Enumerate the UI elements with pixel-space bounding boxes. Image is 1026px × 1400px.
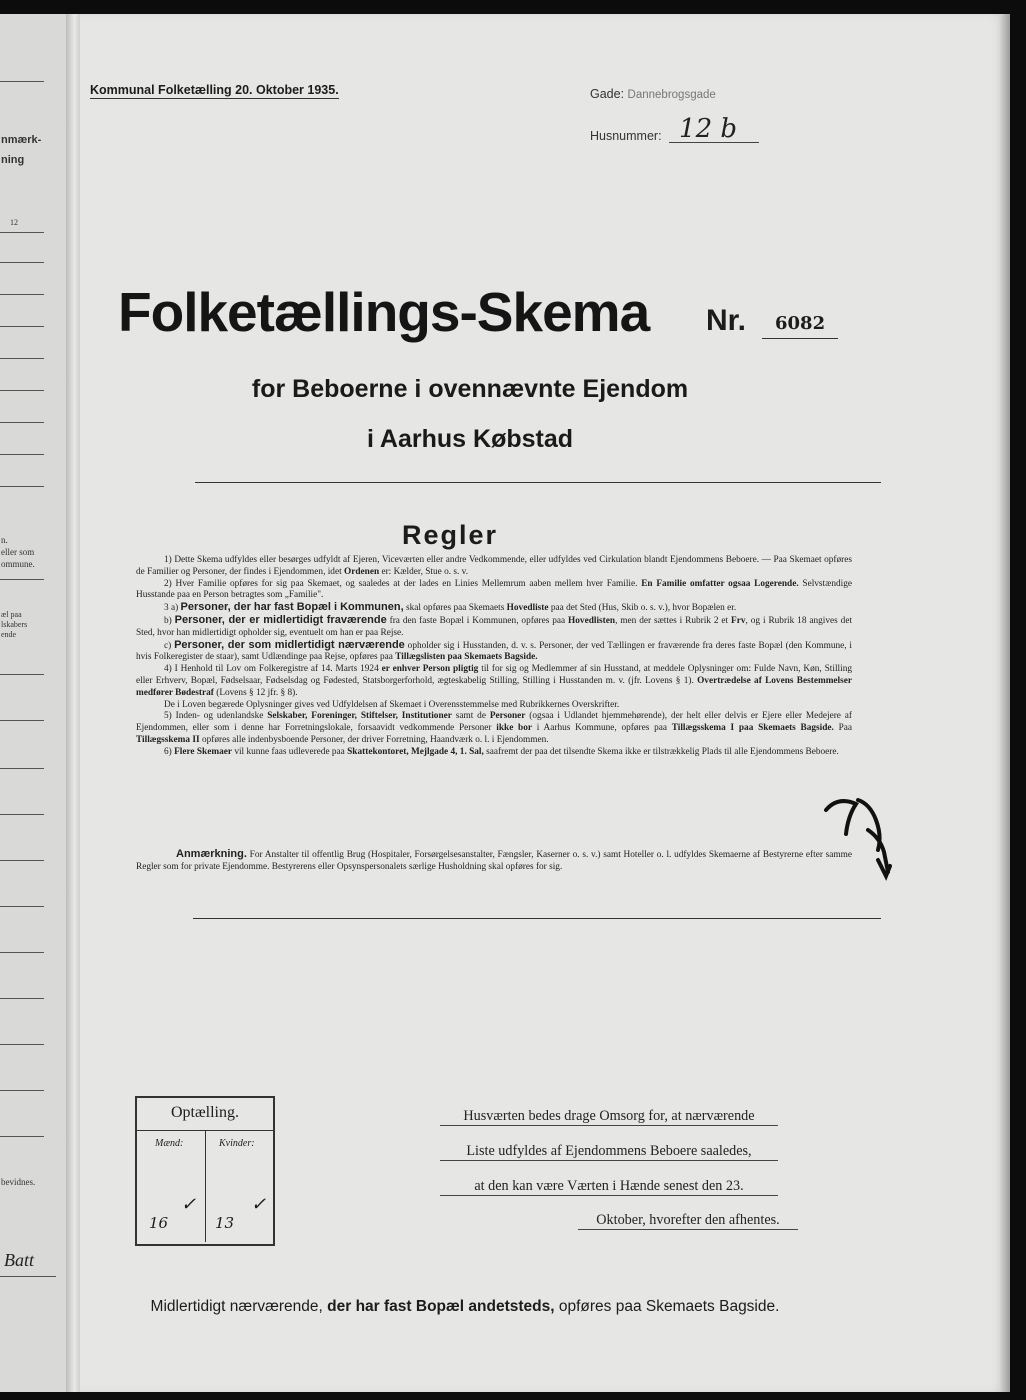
notice-line-2: Liste udfyldes af Ejendommens Beboere saaledes,: [440, 1143, 778, 1161]
book-spine: [66, 14, 80, 1392]
remark-text: For Anstalter til offentlig Brug (Hospitaler, Forsørgelsesanstalter, Fængsler, Kaserner o. s. v.) samt Hoteller o. l. udfyldes Skemaerne af Bestyrerne efter samme Regler som for private Ejendomme. Bestyrerens eller Opsynspersonalets særlige Husholdning skal opføres for sig.: [136, 850, 852, 872]
census-header-title: Kommunal Folketælling 20. Oktober 1935.: [90, 83, 339, 97]
men-label: Mænd:: [155, 1138, 184, 1149]
house-number-field: [590, 114, 759, 144]
footer-bold: der har fast Bopæl andetsteds,: [327, 1298, 555, 1315]
form-subtitle: for Beboerne i ovennævnte Ejendom: [251, 375, 689, 403]
ruled-line: [0, 952, 44, 953]
left-fragment: 12: [10, 218, 18, 227]
form-number-line: [762, 338, 838, 339]
ruled-line: [0, 768, 44, 769]
divider-top: [195, 482, 881, 483]
ruled-line: [0, 906, 44, 907]
ruled-line: [0, 454, 44, 455]
ruled-line: [0, 720, 44, 721]
ruled-line: [0, 860, 44, 861]
rule-5: 5) Inden- og udenlandske Selskaber, Foreninger, Stiftelser, Institutioner samt de Personer (ogsaa i Udlandet hjemmehørende), der helt eller delvis er Ejere eller Medejere af Ejendommen, eller som i denne har Forretningslokale, forsaavidt vedkommende Personer ikke bor i Aarhus Kommune, opføres paa Tillægsskema I paa Skemaets Bagside. Paa Tillægsskema II opføres alle indenbysboende Personer, der driver Forretning, Haandværk o. l. i Ejendommen.: [136, 711, 853, 745]
ruled-line: [0, 814, 44, 815]
notice-line-1: Husværten bedes drage Omsorg for, at nærværende: [440, 1108, 778, 1126]
left-fragment: nmærk-: [1, 134, 42, 146]
page-edge: [1000, 14, 1010, 1392]
divider-bottom: [193, 918, 881, 919]
form-number-label: Nr.: [706, 304, 747, 337]
ruled-line: [0, 1136, 44, 1137]
rule-4b: De i Loven begærede Oplysninger gives ved Udfyldelsen af Skemaet i Overensstemmelse med Rubrikkernes Overskrifter.: [164, 699, 620, 710]
left-fragment: n.: [1, 535, 8, 545]
left-fragment: æl paa: [1, 610, 22, 619]
form-number-value: 6082: [775, 313, 826, 334]
ruled-line: [0, 1276, 56, 1277]
ruled-line: [0, 326, 44, 327]
ruled-line: [0, 486, 44, 487]
ruled-line: [0, 358, 44, 359]
ruled-line: [0, 998, 44, 999]
house-number-line: [669, 114, 759, 144]
left-fragment: ommune.: [1, 559, 35, 569]
rule-3a: 3 a) Personer, der har fast Bopæl i Kommunen, skal opføres paa Skemaets Hovedliste paa det Sted (Hus, Skib o. s. v.), hvor Bopælen er.: [164, 601, 737, 614]
rule-6: 6) Flere Skemaer vil kunne faas udleverede paa Skattekontoret, Mejlgade 4, 1. Sal, saafremt der paa det tilsendte Skema ikke er tilstrækkelig Plads til alle Ejendommens Beboere.: [164, 746, 839, 757]
count-title: Optælling.: [170, 1104, 239, 1121]
ruled-line: [0, 81, 44, 82]
street-label: Gade:: [590, 87, 625, 101]
left-fragment: eller som: [1, 547, 35, 557]
left-fragment: bevidnes.: [1, 1177, 36, 1187]
ruled-line: [0, 674, 44, 675]
ruled-line: [0, 232, 44, 233]
left-fragment: ning: [1, 154, 25, 166]
left-handwriting: Batt: [4, 1250, 34, 1270]
remark-section: [136, 849, 852, 874]
rule-2: 2) Hver Familie opføres for sig paa Skemaet, og saaledes at der lades en Linies Mellemrum aaben mellem hver Familie. En Familie omfatter ogsaa Logerende. Selvstændige Husstande paa en Person betragtes som „Familie".: [136, 578, 852, 601]
women-count: 13: [215, 1214, 235, 1232]
form-subtitle-city: i Aarhus Købstad: [366, 425, 574, 453]
women-label: Kvinder:: [219, 1138, 255, 1149]
pen-scribble-mark: [818, 790, 908, 890]
remark-label: Anmærkning.: [176, 848, 247, 860]
women-checkmark: ✓: [251, 1194, 267, 1214]
footer-post: opføres paa Skemaets Bagside.: [558, 1298, 780, 1315]
notice-line-4: Oktober, hvorefter den afhentes.: [578, 1212, 798, 1230]
rule-4: 4) I Henhold til Lov om Folkeregistre af 14. Marts 1924 er enhver Person pligtig til for sig og Medlemmer af sin Husstand, at meddele Oplysninger om: Fulde Navn, Køn, Stilling eller Erhverv, Bopæl, Fødselsaar, Fødselsdag og Fødested, Statsborgerforhold, ægteskabelig Stilling, Stilling i Husstanden m. v. (jfr. Lovens § 1). Overtrædelse af Lovens Bestemmelser medfører Bødestraf (Lovens § 12 jfr. § 8).: [136, 664, 853, 698]
rule-3c: c) Personer, der som midlertidigt nærværende opholder sig i Husstanden, d. v. s. Personer, der ved Tællingen er fraværende fra deres faste Bopæl (den Kommune, i hvis Folkeregister de staar), samt Udlændinge paa Rejse, opføres paa Tillægslisten paa Skemaets Bagside.: [136, 638, 853, 663]
house-number-label: Husnummer:: [590, 129, 662, 143]
footer-note: [115, 1298, 815, 1316]
count-box: [135, 1096, 275, 1246]
ruled-line: [0, 1044, 44, 1045]
left-fragment: lskabers: [1, 620, 28, 629]
men-count: 16: [149, 1214, 169, 1232]
footer-pre: Midlertidigt nærværende,: [150, 1298, 323, 1315]
left-fragment: ende: [1, 630, 17, 639]
rules-heading: Regler: [402, 520, 499, 550]
form-title: Folketællings-Skema: [118, 281, 650, 343]
street-value: Dannebrogsgade: [627, 89, 716, 101]
notice-line-3: at den kan være Værten i Hænde senest den 23.: [440, 1178, 778, 1196]
ruled-line: [0, 390, 44, 391]
ruled-line: [0, 1090, 44, 1091]
ruled-line: [0, 294, 44, 295]
street-field: [590, 87, 716, 101]
ruled-line: [0, 422, 44, 423]
house-number-value: 12 b: [679, 114, 738, 144]
ruled-line: [0, 262, 44, 263]
rule-1: 1) Dette Skema udfyldes eller besørges udfyldt af Ejeren, Viceværten eller andre Vedkommende, eller udfyldes ved Cirkulation blandt Ejendommens Beboere. — Paa Skemaet opføres de Familier og Personer, der findes i Ejendommen, idet Ordenen er: Kælder, Stue o. s. v.: [136, 555, 852, 577]
rule-3b: b) Personer, der er midlertidigt fraværende fra den faste Bopæl i Kommunen, opføres paa Hovedlisten, men der sættes i Rubrik 2 et Frv, og i Rubrik 18 angives det Sted, hvor han midlertidigt opholder sig, eventuelt om han er paa Rejse.: [136, 613, 853, 638]
rules-body: [136, 555, 852, 759]
ruled-line: [0, 579, 44, 580]
count-divider: [205, 1130, 206, 1242]
men-checkmark: ✓: [181, 1194, 197, 1214]
